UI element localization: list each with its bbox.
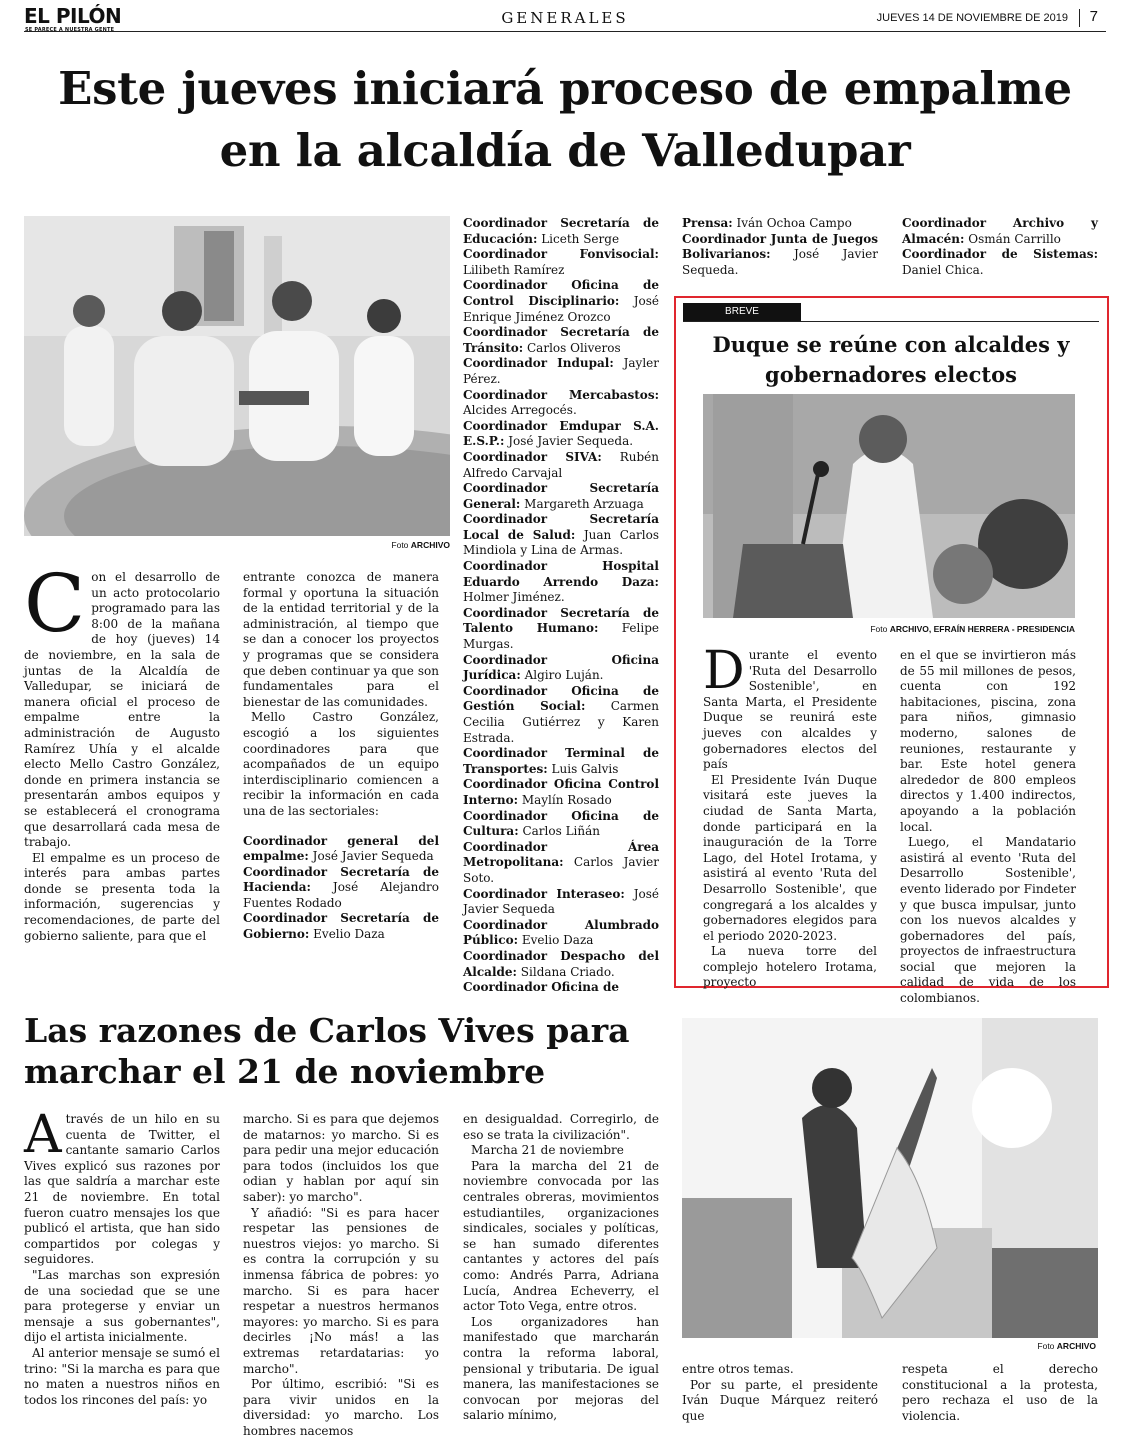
article2-paragraph: Al anterior mensaje se sumó el trino: "Si la marcha es para que no maten a nuestros niños en todos los rincones del país: yo bbox=[24, 1345, 220, 1407]
page-header bbox=[24, 6, 1106, 32]
coordinator-entry: Coordinador Secretaría General: Margareth Arzuaga bbox=[463, 481, 659, 511]
breve-dropcap: D bbox=[703, 641, 745, 701]
coordinator-entry: Coordinador Despacho del Alcalde: Sildana Criado. bbox=[463, 948, 659, 979]
article1-column-2 bbox=[243, 570, 439, 943]
coordinator-entry: Coordinador Mercabastos: Alcides Arregocés. bbox=[463, 387, 659, 418]
header-divider bbox=[1079, 9, 1080, 27]
article2-paragraph: "Las marchas son expresión de una sociedad que se une para protegerse y enviar un mensaje a sus gobernantes", dijo el artista inicialmente. bbox=[24, 1267, 220, 1345]
article2-column-3 bbox=[463, 1112, 659, 1424]
breve-paragraph: urante el evento 'Ruta del Desarrollo Sostenible', en Santa Marta, el Presidente Duque se reunirá este jueves con alcaldes y gobernadores electos del país bbox=[703, 648, 877, 772]
breve-photo-credit: Foto ARCHIVO, EFRAÍN HERRERA - PRESIDENCIA bbox=[870, 624, 1075, 634]
issue-date: JUEVES 14 DE NOVIEMBRE DE 2019 bbox=[876, 12, 1068, 24]
article2-paragraph: Por último, escribió: "Si es para vivir unidos en la diversidad: yo marcho. Los hombres nacemos bbox=[243, 1377, 439, 1438]
coordinator-entry: Coordinador Secretaría de Hacienda: José Alejandro Fuentes Rodado bbox=[243, 864, 439, 910]
coordinator-entry: Coordinador Emdupar S.A. E.S.P.: José Javier Sequeda. bbox=[463, 418, 659, 449]
article2-paragraph: Y añadió: "Si es para hacer respetar las pensiones de nuestros viejos: yo marcho. Si es contra la corrupción y su inmensa fábrica de pobres: yo marcho. Si es para hacer respetar a nuestros hermanos mayores: yo marcho. Si es para decirles ¡No más! a las extremas retardatarias: yo marcho". bbox=[243, 1205, 439, 1376]
article2-column-1 bbox=[24, 1105, 220, 1408]
newspaper-tagline: SE PARECE A NUESTRA GENTE bbox=[25, 27, 115, 33]
coordinator-entry: Coordinador Indupal: Jayler Pérez. bbox=[463, 356, 659, 386]
article2-headline: Las razones de Carlos Vives para marchar el 21 de noviembre bbox=[24, 1011, 630, 1091]
coordinator-entry: Coordinador Secretaría de Educación: Liceth Serge bbox=[463, 216, 659, 246]
coordinator-entry: Coordinador Archivo y Almacén: Osmán Carrillo bbox=[902, 216, 1098, 246]
section-name: GENERALES bbox=[501, 9, 629, 27]
coordinator-entry: Coordinador Alumbrado Público: Evelio Daza bbox=[463, 917, 659, 948]
article2-paragraph: entre otros temas. bbox=[682, 1362, 794, 1376]
coordinator-entry: Coordinador Secretaría Local de Salud: Juan Carlos Mindiola y Lina de Armas. bbox=[463, 512, 659, 558]
coordinator-entry: Coordinador Hospital Eduardo Arrendo Daza: Holmer Jiménez. bbox=[463, 559, 659, 605]
breve-headline: Duque se reúne con alcaldes y gobernadores electos bbox=[712, 332, 1070, 387]
article1-paragraph: El empalme es un proceso de interés para ambas partes donde se presenta toda la información, sugerencias y recomendaciones, de parte del gobierno saliente, para que el bbox=[24, 850, 220, 943]
article1-photo-credit: Foto ARCHIVO bbox=[391, 540, 450, 550]
article2-column-4 bbox=[682, 1362, 878, 1424]
article1-dropcap: C bbox=[24, 557, 86, 650]
article1-column-3 bbox=[463, 216, 659, 996]
coordinator-entry: Coordinador Interaseo: José Javier Sequeda bbox=[463, 886, 659, 917]
article2-photo-credit: Foto ARCHIVO bbox=[1037, 1341, 1096, 1351]
coordinator-entry: Coordinador Fonvisocial: Lilibeth Ramírez bbox=[463, 247, 659, 277]
article1-paragraph: entrante conozca de manera formal y oportuna la situación de la entidad territorial y de la administración, al tiempo que se dan a conocer los proyectos y programas que se considera que deben continuar ya que son fundamentales para el bienestar de las comunidades. bbox=[243, 570, 439, 709]
coordinator-entry: Prensa: Iván Ochoa Campo bbox=[682, 216, 852, 230]
article1-photo-meeting bbox=[24, 216, 450, 536]
article2-paragraph: Por su parte, el presidente Iván Duque Márquez reiteró que bbox=[682, 1377, 878, 1423]
breve-tag: BREVE bbox=[683, 303, 801, 321]
coordinator-entry: Coordinador Secretaría de Talento Humano: Felipe Murgas. bbox=[463, 605, 659, 652]
coordinator-entry: Coordinador de Sistemas: Daniel Chica. bbox=[902, 247, 1098, 277]
breve-paragraph: La nueva torre del complejo hotelero Irotama, proyecto bbox=[703, 944, 877, 990]
coordinator-entry: Coordinador Área Metropolitana: Carlos Javier Soto. bbox=[463, 839, 659, 885]
article1-paragraph: Mello Castro González, escogió a los siguientes coordinadores para que acompañados de un equipo interdisciplinario comiencen a recibir la información en cada una de las sectoriales: bbox=[243, 710, 439, 818]
article1-headline: Este jueves iniciará proceso de empalme en la alcaldía de Valledupar bbox=[58, 62, 1072, 177]
coordinator-entry: Coordinador Oficina de Gestión Social: Carmen Cecilia Gutiérrez y Karen Estrada. bbox=[463, 683, 659, 745]
coordinator-entry: Coordinador Oficina de bbox=[463, 980, 619, 995]
article2-paragraph: respeta el derecho constitucional a la protesta, pero rechaza el uso de la violencia. bbox=[902, 1362, 1098, 1423]
coordinator-list bbox=[243, 834, 439, 943]
coordinator-entry: Coordinador Secretaría de Gobierno: Evelio Daza bbox=[243, 911, 439, 942]
article2-column-5 bbox=[902, 1362, 1098, 1424]
article2-paragraph: Para la marcha del 21 de noviembre convocada por las centrales obreras, movimientos estudiantiles, organizaciones sindicales, sociales y políticas, se han sumado diferentes cantantes y actores del país como: Andrés Parra, Adriana Lucía, Andrea Echeverry, el actor Toto Vega, entre otros. bbox=[463, 1158, 659, 1314]
coordinator-entry: Coordinador Terminal de Transportes: Luis Galvis bbox=[463, 746, 659, 776]
page-number: 7 bbox=[1089, 8, 1098, 25]
breve-divider bbox=[683, 321, 1099, 322]
article2-dropcap: A bbox=[24, 1105, 62, 1165]
breve-paragraph: El Presidente Iván Duque visitará este jueves la ciudad de Santa Marta, donde participará en la inauguración de la Torre Lago, del Hotel Irotama, y asistirá al evento 'Ruta del Desarrollo Sostenible', que congregará a los alcaldes y gobernadores elegidos para el periodo 2020-2023. bbox=[703, 772, 877, 943]
coordinator-entry: Coordinador SIVA: Rubén Alfredo Carvajal bbox=[463, 449, 659, 480]
article2-paragraph: en desigualdad. Corregirlo, de eso se trata la civilización". bbox=[463, 1112, 659, 1142]
article1-paragraph: on el desarrollo de un acto protocolario programado para las 8:00 de la mañana de hoy (jueves) 14 de noviembre, en la sala de juntas de la Alcaldía de Valledupar, se iniciará de manera oficial el proceso de empalme entre la administración de Augusto Ramírez Uhía y el alcalde electo Mello Castro González, donde en primera instancia se presentarán ambos equipos y se establecerá el cronograma que desarrollará cada mesa de trabajo. bbox=[24, 570, 220, 850]
coordinator-entry: Coordinador Oficina de Control Disciplinario: José Enrique Jiménez Orozco bbox=[463, 278, 659, 324]
coordinator-entry: Coordinador Secretaría de Tránsito: Carlos Oliveros bbox=[463, 325, 659, 355]
article2-paragraph: través de un hilo en su cuenta de Twitter, el cantante samario Carlos Vives explicó sus razones por las que saldría a marchar este 21 de noviembre. En total fueron cuatro mensajes los que publicó el artista, que han sido compartidos por colegas y seguidores. bbox=[24, 1112, 220, 1267]
coordinator-entry: Coordinador Oficina Control Interno: Maylín Rosado bbox=[463, 777, 659, 807]
coordinator-entry: Coordinador general del empalme: José Javier Sequeda bbox=[243, 833, 439, 864]
article2-subhead: Marcha 21 de noviembre bbox=[471, 1143, 624, 1158]
newspaper-logo: EL PILÓN bbox=[24, 4, 122, 28]
breve-column-2 bbox=[900, 648, 1076, 1007]
article2-paragraph: marcho. Si es para que dejemos de matarnos: yo marcho. Si es para pedir una mejor educación para todos (incluidos los que odian y hablan por aquí sin saber): yo marcho". bbox=[243, 1112, 439, 1204]
article1-column-5 bbox=[902, 216, 1098, 278]
article2-paragraph: Los organizadores han manifestado que marcharán contra la reforma laboral, pensional y tributaria. De igual manera, las manifestaciones se convocan por mejoras del salario mínimo, bbox=[463, 1314, 659, 1423]
breve-column-1 bbox=[703, 641, 877, 991]
coordinator-entry: Coordinador Junta de Juegos Bolivarianos: José Javier Sequeda. bbox=[682, 231, 878, 277]
breve-photo-duque bbox=[703, 394, 1075, 618]
coordinator-entry: Coordinador Oficina de Cultura: Carlos Liñán bbox=[463, 808, 659, 839]
article1-column-4 bbox=[682, 216, 878, 278]
article2-column-2 bbox=[243, 1112, 439, 1439]
article2-photo-concert bbox=[682, 1018, 1098, 1338]
breve-paragraph: en el que se invirtieron más de 55 mil millones de pesos, cuenta con 192 habitaciones, piscina, zona para niños, gimnasio moderno, salones de reuniones, restaurante y bar. Este hotel genera alrededor de 800 empleos directos y 1.400 indirectos, apoyando a la población local. bbox=[900, 648, 1076, 834]
breve-paragraph: Luego, el Mandatario asistirá al evento 'Ruta del Desarrollo Sostenible', evento liderado por Findeter y que busca impulsar, junto con los nuevos alcaldes y gobernadores del país, proyectos de infraestructura social que mejoren la calidad de vida de los colombianos. bbox=[900, 835, 1076, 1006]
article1-column-1 bbox=[24, 557, 220, 944]
coordinator-entry: Coordinador Oficina Jurídica: Algiro Luján. bbox=[463, 652, 659, 683]
